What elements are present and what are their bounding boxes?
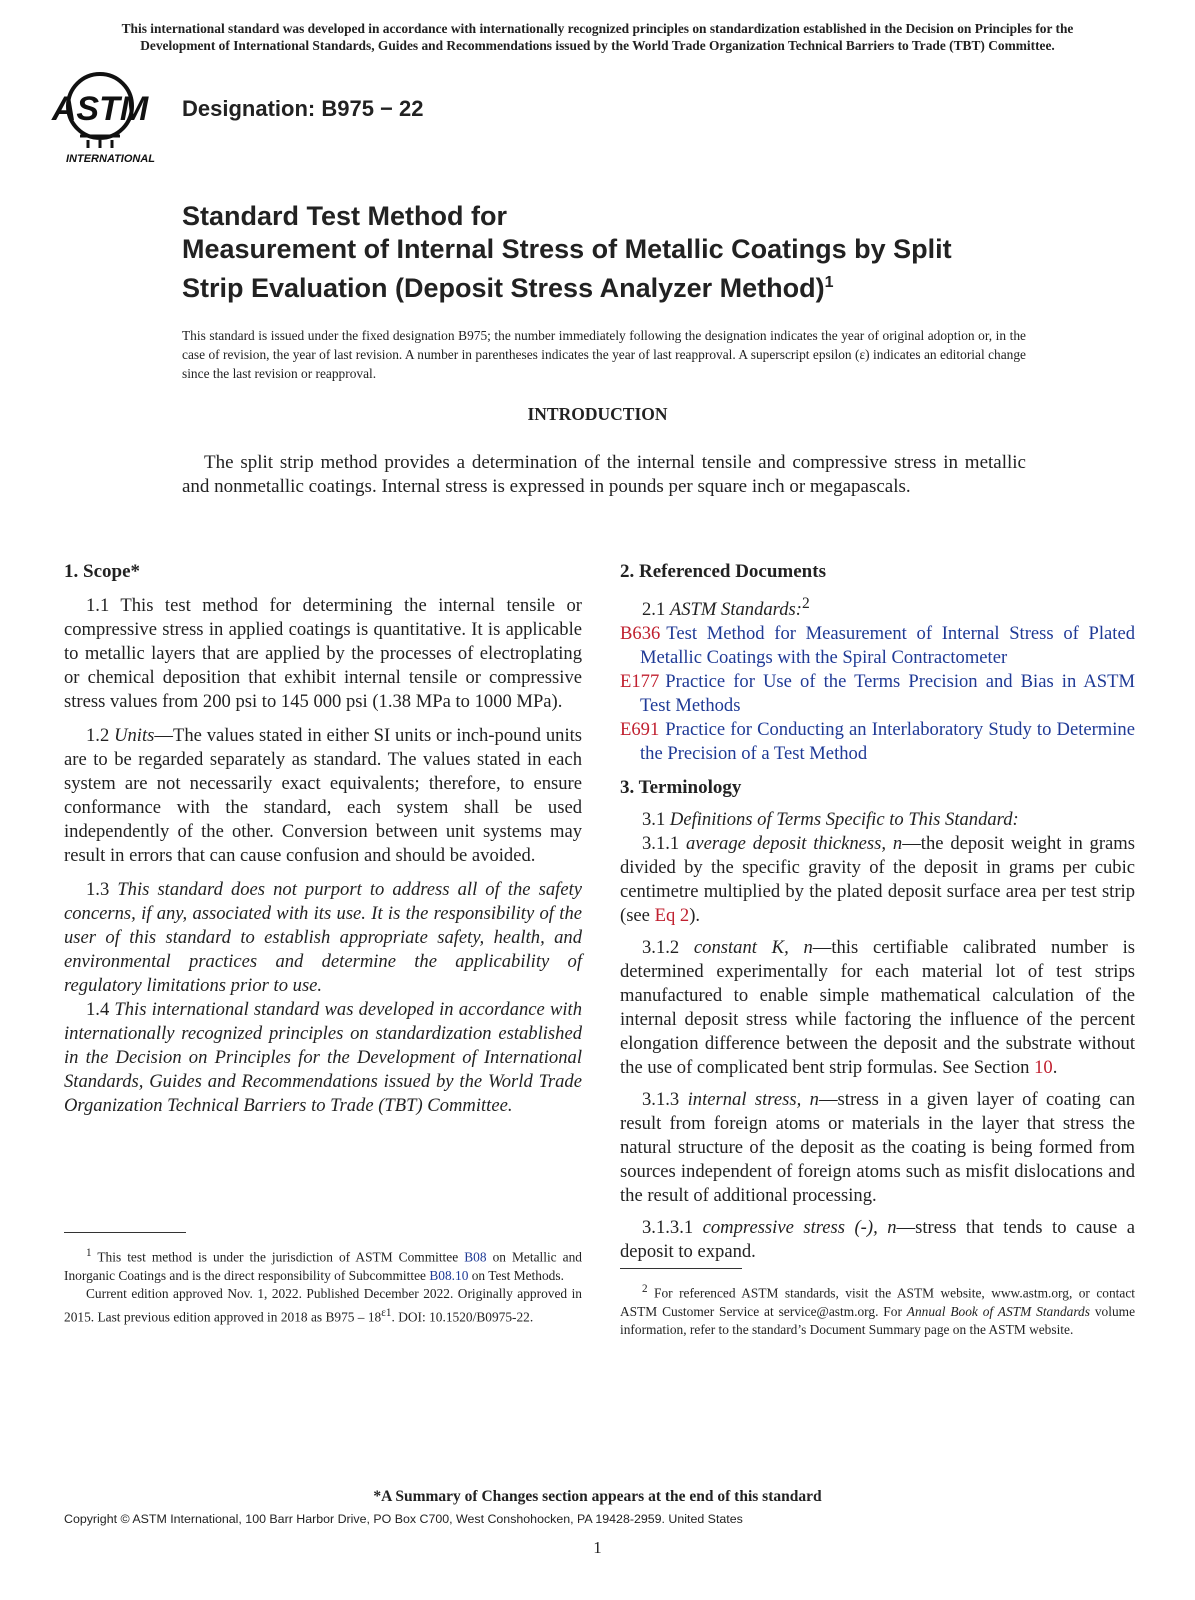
page-number: 1 bbox=[593, 1538, 602, 1557]
referenced-item-b636[interactable] bbox=[620, 622, 1135, 670]
ref-title-b636[interactable]: Test Method for Measurement of Internal Stress of Plated Metallic Coatings with the Spiral Contractometer bbox=[640, 623, 1135, 669]
designation: Designation: B975 − 22 bbox=[182, 96, 424, 121]
footnote-2-text-a: For referenced ASTM standards, visit the ASTM website, www.astm.org, or contact ASTM Customer Service at service@astm.org. For bbox=[620, 1285, 1135, 1319]
referenced-2-1-text: ASTM Standards: bbox=[669, 599, 802, 621]
footnote-1-para-2 bbox=[64, 1285, 582, 1326]
notice-line-1: This international standard was developed in accordance with internationally recognized principles on standardization established in the Decision on Principles for the bbox=[121, 21, 1074, 36]
footnote-2 bbox=[620, 1280, 1135, 1340]
ref-title-e177[interactable]: Practice for Use of the Terms Precision and Bias in ASTM Test Methods bbox=[640, 671, 1135, 717]
footnote-1-para-1 bbox=[64, 1244, 582, 1285]
scope-1-2-term: Units bbox=[114, 725, 155, 746]
term-3-1-3-text: —stress in a given layer of coating can result from foreign atoms or materials in the layer that stress the natural structure of the deposit as the coating is being formed from sources independent of foreign atoms such as misfit dislocations and the result of additional processing. bbox=[620, 1089, 1136, 1207]
title-line-3 bbox=[182, 266, 1082, 305]
left-column bbox=[64, 560, 582, 1118]
astm-logo bbox=[51, 68, 172, 166]
footnote-rule-right bbox=[620, 1268, 742, 1269]
ref-title-e691[interactable]: Practice for Conducting an Interlaboratory Study to Determine the Precision of a Test Method bbox=[640, 719, 1135, 765]
scope-1-2-text: —The values stated in either SI units or inch-pound units are to be regarded separately as standard. The values stated in each system are not necessarily exact equivalents; therefore, to ensure conformance with the standard, each system shall be used independently of the other. Conversion between unit systems may result in errors that can cause confusion and should be avoided. bbox=[64, 725, 583, 866]
term-3-1-1-num: 3.1.1 bbox=[642, 833, 687, 855]
introduction-text: The split strip method provides a determination of the internal tensile and compressive stress in metallic and nonmetallic coatings. Internal stress is expressed in pounds per square inch or megapascals. bbox=[182, 452, 1026, 497]
term-3-1-text: Definitions of Terms Specific to This Standard: bbox=[669, 809, 1019, 831]
footnote-2-para bbox=[620, 1280, 1135, 1340]
summary-of-changes-note: *A Summary of Changes section appears at the end of this standard bbox=[373, 1488, 822, 1505]
standards-notice bbox=[62, 20, 1133, 54]
ref-code-e177[interactable]: E177 bbox=[620, 671, 660, 693]
terminology-heading: 3. Terminology bbox=[620, 777, 742, 799]
term-3-1-2-num: 3.1.2 bbox=[642, 937, 694, 959]
scope-1-1: 1.1 This test method for determining the internal tensile or compressive stress in applied coatings is quantitative. It is applicable to metallic layers that are applied by the processes of electroplating or chemical deposition that exhibit internal tensile or compressive stress values from 200 psi to 145 000 psi (1.38 MPa to 1000 MPa). bbox=[64, 595, 582, 712]
scope-1-3-num: 1.3 bbox=[86, 879, 118, 900]
title-footnote-ref[interactable]: 1 bbox=[824, 274, 834, 291]
term-3-1-3-1 bbox=[620, 1216, 1135, 1264]
referenced-list bbox=[620, 622, 1135, 766]
title-line-3-text: Strip Evaluation (Deposit Stress Analyzer Method) bbox=[182, 273, 825, 303]
footnote-1-text-a: This test method is under the jurisdiction of ASTM Committee bbox=[91, 1249, 465, 1265]
footnote-rule-left bbox=[64, 1232, 186, 1233]
issued-note: This standard is issued under the fixed designation B975; the number immediately following the designation indicates the year of original adoption or, in the case of revision, the year of last revision. A number in parentheses indicates the year of last reapproval. A superscript epsilon (ε) indicates an editorial change since the last revision or reapproval. bbox=[182, 328, 1026, 381]
footnote-1-marker: 1 bbox=[86, 1247, 92, 1259]
scope-1-2-num: 1.2 bbox=[86, 725, 115, 746]
title-line-2: Measurement of Internal Stress of Metallic Coatings by Split bbox=[182, 234, 952, 264]
equation-2-link[interactable]: Eq 2 bbox=[654, 905, 690, 927]
term-3-1-3-1-term: compressive stress (-), n bbox=[702, 1217, 897, 1239]
footnote-1-text-c: on Test Methods. bbox=[468, 1267, 564, 1283]
ref-code-e691[interactable]: E691 bbox=[620, 719, 660, 741]
term-3-1-3 bbox=[620, 1088, 1135, 1208]
term-3-1-1-end: ). bbox=[689, 905, 701, 927]
term-3-1-3-term: internal stress, n bbox=[687, 1089, 819, 1111]
footnote-1-text-b: on Metallic and Inorganic Coatings and is the direct responsibility of Subcommittee bbox=[64, 1249, 582, 1283]
logo-lettering: ASTM bbox=[51, 90, 149, 128]
footnote-2-ref[interactable]: 2 bbox=[801, 595, 810, 612]
term-3-1-1 bbox=[620, 832, 1135, 928]
introduction-heading: INTRODUCTION bbox=[527, 404, 668, 424]
term-3-1-2-term: constant K, n bbox=[693, 937, 813, 959]
footnote-2-marker: 2 bbox=[642, 1283, 648, 1295]
term-3-1-1-text: —the deposit weight in grams divided by the specific gravity of the deposit in grams per cubic centimetre multiplied by the plated deposit surface area per test strip (see bbox=[620, 833, 1135, 927]
document-title bbox=[182, 200, 1082, 305]
astm-logo-graphic bbox=[51, 68, 172, 166]
committee-link[interactable]: B08 bbox=[464, 1249, 487, 1265]
subcommittee-link[interactable]: B08.10 bbox=[429, 1267, 469, 1283]
scope-heading: 1. Scope* bbox=[64, 561, 140, 582]
term-3-1-2-end: . bbox=[1052, 1057, 1058, 1079]
logo-subtext: INTERNATIONAL bbox=[66, 153, 156, 165]
scope-1-2 bbox=[64, 724, 582, 868]
referenced-item-e177[interactable] bbox=[620, 670, 1135, 718]
scope-1-3-text: This standard does not purport to address all of the safety concerns, if any, associated with its use. It is the responsibility of the user of this standard to establish appropriate safety, health, and environmental practices and determine the applicability of regulatory limitations prior to use. bbox=[64, 879, 583, 996]
term-3-1-3-1-text: —stress that tends to cause a deposit to expand. bbox=[620, 1217, 1136, 1263]
notice-line-2: Development of International Standards, Guides and Recommendations issued by the World Trade Organization Technical Barriers to Trade (TBT) Committee. bbox=[140, 38, 1055, 53]
footnote-1-doi: . DOI: 10.1520/B0975-22. bbox=[391, 1309, 534, 1325]
scope-1-4-text: This international standard was developed in accordance with internationally recognized principles on standardization established in the Decision on Principles for the Development of International Standards, Guides and Recommendations issued by the World Trade Organization Technical Barriers to Trade (TBT) Committee. bbox=[64, 999, 583, 1116]
term-3-1-3-1-num: 3.1.3.1 bbox=[642, 1217, 703, 1239]
section-10-link[interactable]: 10 bbox=[1034, 1057, 1053, 1079]
referenced-2-1 bbox=[620, 592, 1135, 622]
footnote-2-text-b: volume information, refer to the standard’s Document Summary page on the ASTM website. bbox=[620, 1303, 1136, 1338]
scope-1-3 bbox=[64, 878, 582, 998]
term-3-1-2 bbox=[620, 936, 1135, 1080]
term-3-1-1-term: average deposit thickness, n bbox=[686, 833, 903, 855]
scope-1-4-num: 1.4 bbox=[86, 999, 115, 1020]
referenced-2-1-num: 2.1 bbox=[642, 599, 670, 621]
term-3-1-num: 3.1 bbox=[642, 809, 670, 831]
copyright: Copyright © ASTM International, 100 Barr Harbor Drive, PO Box C700, West Conshohocken, PA 19428-2959. United States bbox=[64, 1512, 743, 1526]
footnote-2-book-title: Annual Book of ASTM Standards bbox=[906, 1303, 1090, 1319]
referenced-item-e691[interactable] bbox=[620, 718, 1135, 766]
footnote-1-epsilon: ε1 bbox=[381, 1306, 392, 1319]
title-line-1: Standard Test Method for bbox=[182, 201, 508, 231]
footnote-1-edition: Current edition approved Nov. 1, 2022. Published December 2022. Originally approved in 2015. Last previous edition approved in 2018 as B975 – 18 bbox=[64, 1286, 582, 1325]
term-3-1-2-text: —this certifiable calibrated number is determined experimentally for each material lot of test strips manufactured to enable simple mathematical calculation of the internal deposit stress while factoring the influence of the percent elongation difference between the deposit and the substrate without the use of complicated bent strip formulas. See Section bbox=[620, 937, 1135, 1079]
footnote-1 bbox=[64, 1244, 582, 1327]
scope-1-4 bbox=[64, 998, 582, 1118]
referenced-heading: 2. Referenced Documents bbox=[620, 561, 826, 582]
term-3-1 bbox=[620, 808, 1135, 832]
term-3-1-3-num: 3.1.3 bbox=[642, 1089, 688, 1111]
ref-code-b636[interactable]: B636 bbox=[620, 623, 661, 645]
right-column bbox=[620, 560, 1135, 1264]
